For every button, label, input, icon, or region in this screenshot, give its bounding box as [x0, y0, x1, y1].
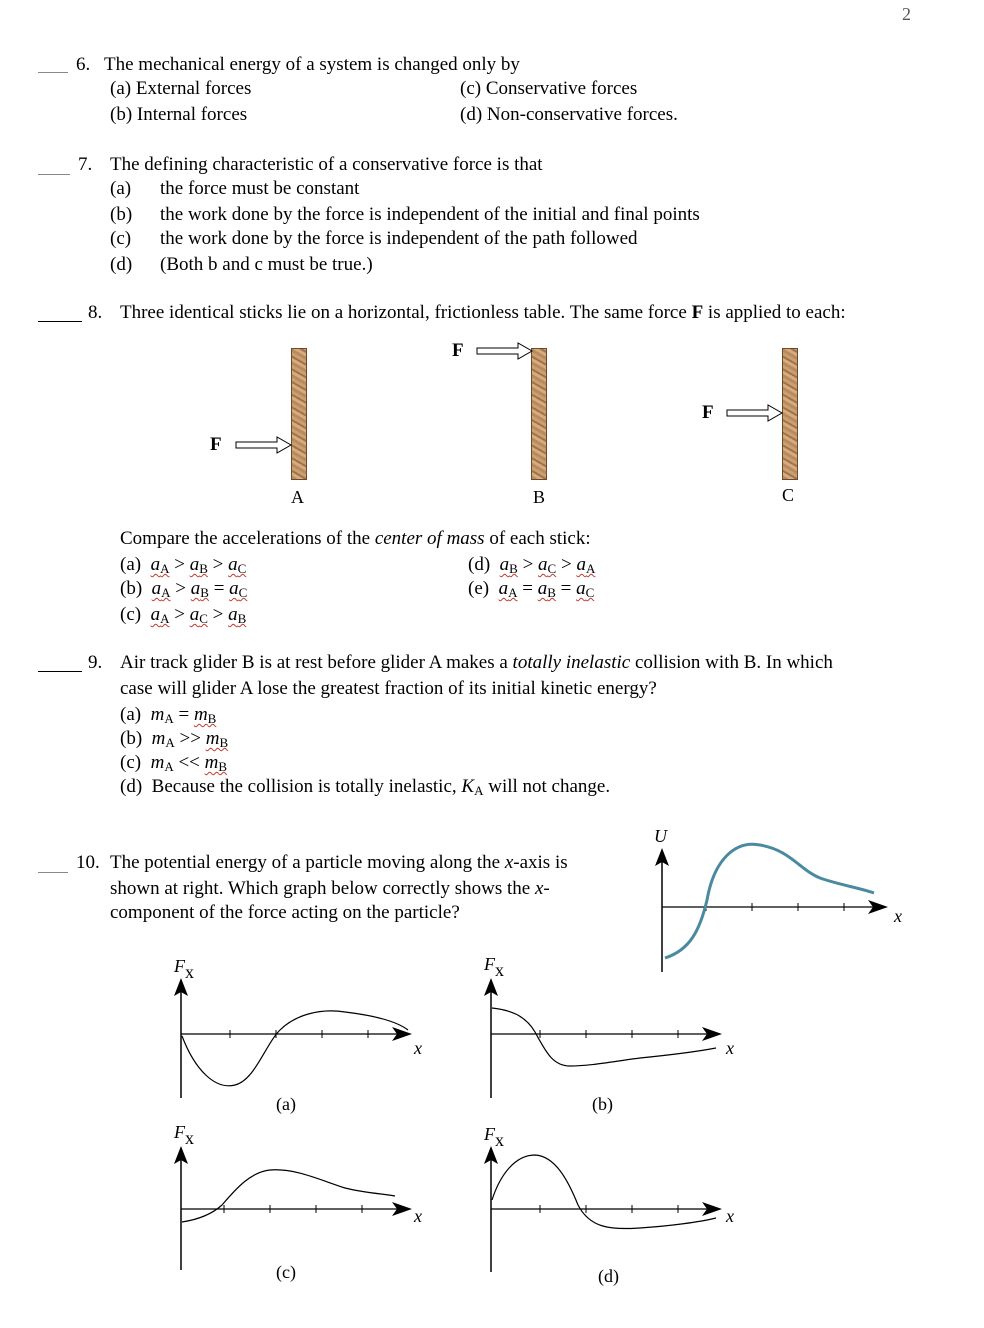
q10-number: 10. — [76, 852, 100, 873]
q9-a-op: = — [178, 704, 190, 725]
q7-option-b-tag: (b) — [110, 204, 133, 225]
q8-d-expr-2: $a_C$ — [538, 554, 557, 576]
q7-stem: The defining characteristic of a conservative force is that — [110, 154, 543, 175]
q8-a-op2: > — [212, 554, 224, 575]
stick-label-b: B — [533, 487, 546, 507]
q6-option-a: (a) External forces — [110, 78, 252, 99]
q7-option-c: the work done by the force is independent of the path followed — [160, 228, 638, 249]
q8-option-d-tag: (d) — [468, 554, 491, 575]
q8-e-expr-3: $a_C$ — [576, 578, 595, 600]
q8-e-expr-1: $a_A$ — [498, 578, 518, 600]
q8-a-op1: > — [174, 554, 185, 575]
q9-a-mb: $m_B$ — [193, 704, 217, 726]
q9-b-op: >> — [179, 728, 201, 749]
q10-line1-pre: The potential energy of a particle moving along the — [110, 852, 505, 873]
q9-option-b-tag: (b) — [120, 728, 143, 749]
q8-d-op1: > — [522, 554, 534, 575]
graph-b-label: (b) — [592, 1094, 613, 1114]
q9-d-ka: $K_A$ — [461, 776, 484, 798]
force-label-c: F — [702, 402, 714, 423]
q7-option-d: (Both b and c must be true.) — [160, 254, 373, 275]
q8-c-op1: > — [174, 604, 185, 625]
q6-option-b: (b) Internal forces — [110, 104, 248, 125]
q9-d-post: will not change. — [483, 776, 611, 797]
q8-b-expr-3: $a_C$ — [229, 578, 248, 600]
q10-line3: component of the force acting on the particle? — [110, 902, 460, 923]
graph-d-x-label: x — [726, 1206, 734, 1226]
q9-stem-pre: Air track glider B is at rest before glider A makes a — [120, 652, 513, 673]
q9-b-mb: $m_B$ — [205, 728, 229, 750]
q7-option-d-tag: (d) — [110, 254, 133, 275]
q8-b-op2: = — [213, 578, 225, 599]
graph-a-label: (a) — [276, 1094, 296, 1114]
q8-option-c-tag: (c) — [120, 604, 142, 625]
q10-line2-x: x — [534, 878, 544, 899]
q8-compare-pre: Compare the accelerations of the — [120, 528, 375, 549]
q6-stem: The mechanical energy of a system is changed only by — [104, 54, 520, 75]
q8-c-expr-2: $a_C$ — [189, 604, 208, 626]
q8-stem-post: is applied to each: — [703, 302, 846, 323]
q10-line1-post: -axis is — [513, 852, 568, 873]
q9-d-pre: Because the collision is totally inelastic, — [151, 776, 462, 797]
q8-a-expr-3: $a_C$ — [228, 554, 247, 576]
q8-b-expr-2: $a_B$ — [190, 578, 209, 600]
graph-a-x-label: x — [414, 1038, 422, 1058]
graph-c-x-label: x — [414, 1206, 422, 1226]
q9-a-ma: $m_A$ — [150, 704, 174, 726]
q8-b-expr-1: $a_A$ — [151, 578, 171, 600]
q9-stem-post: collision with B. In which — [630, 652, 833, 673]
q10-line2-post: - — [543, 878, 550, 899]
q9-stem-line2: case will glider A lose the greatest fraction of its initial kinetic energy? — [120, 678, 657, 699]
q8-d-op2: > — [560, 554, 572, 575]
graph-c-f-label: Fx — [174, 1122, 194, 1148]
u-graph-x-label: x — [894, 906, 902, 926]
q7-number: 7. — [78, 154, 93, 175]
q8-e-op2: = — [560, 578, 572, 599]
q7-option-a-tag: (a) — [110, 178, 132, 199]
q6-option-c: (c) Conservative forces — [460, 78, 638, 99]
graph-c-label: (c) — [276, 1262, 296, 1282]
q9-number: 9. — [88, 652, 103, 673]
q8-option-a-tag: (a) — [120, 554, 142, 575]
q9-b-ma: $m_A$ — [151, 728, 175, 750]
q6-option-d: (d) Non-conservative forces. — [460, 104, 678, 125]
q9-stem-it: totally inelastic — [512, 652, 631, 673]
page-number: 2 — [902, 4, 911, 24]
graph-d-curve — [492, 1155, 716, 1229]
q8-a-expr-2: $a_B$ — [189, 554, 208, 576]
q8-d-expr-3: $a_A$ — [576, 554, 596, 576]
q8-option-e-tag: (e) — [468, 578, 490, 599]
graph-b-f-label: Fx — [484, 954, 504, 980]
force-label-a: F — [210, 434, 222, 455]
q8-number: 8. — [88, 302, 103, 323]
q8-option-b-tag: (b) — [120, 578, 143, 599]
q8-stem-pre: Three identical sticks lie on a horizontal, frictionless table. The same force — [120, 302, 692, 323]
q9-option-a-tag: (a) — [120, 704, 142, 725]
q10-line1-x: x — [504, 852, 514, 873]
q9-c-ma: $m_A$ — [150, 752, 174, 774]
graph-d-f-label: Fx — [484, 1124, 504, 1150]
q10-line2-pre: shown at right. Which graph below correctly shows the — [110, 878, 535, 899]
q9-option-d-tag: (d) — [120, 776, 143, 797]
q8-c-op2: > — [212, 604, 224, 625]
q8-compare-post: of each stick: — [484, 528, 591, 549]
q7-option-c-tag: (c) — [110, 228, 132, 249]
q9-option-c-tag: (c) — [120, 752, 142, 773]
q8-c-expr-1: $a_A$ — [150, 604, 170, 626]
q7-option-a: the force must be constant — [160, 178, 360, 199]
q8-stem-bold: F — [691, 302, 704, 323]
q8-c-expr-3: $a_B$ — [228, 604, 247, 626]
q9-c-mb: $m_B$ — [204, 752, 228, 774]
u-axis-label: U — [654, 826, 667, 846]
graph-a-f-label: Fx — [174, 956, 194, 982]
q8-d-expr-1: $a_B$ — [499, 554, 518, 576]
q6-number: 6. — [76, 54, 91, 75]
q8-a-expr-1: $a_A$ — [150, 554, 170, 576]
stick-label-c: C — [782, 485, 795, 505]
q7-option-b: the work done by the force is independent of the initial and final points — [160, 204, 700, 225]
graph-b-x-label: x — [726, 1038, 734, 1058]
force-label-b: F — [452, 340, 464, 361]
q8-e-expr-2: $a_B$ — [537, 578, 556, 600]
q8-compare-it: center of mass — [374, 528, 485, 549]
graph-d-label: (d) — [598, 1266, 619, 1286]
q8-b-op1: > — [175, 578, 187, 599]
q8-e-op1: = — [522, 578, 533, 599]
q9-c-op: << — [178, 752, 200, 773]
stick-label-a: A — [291, 487, 304, 507]
